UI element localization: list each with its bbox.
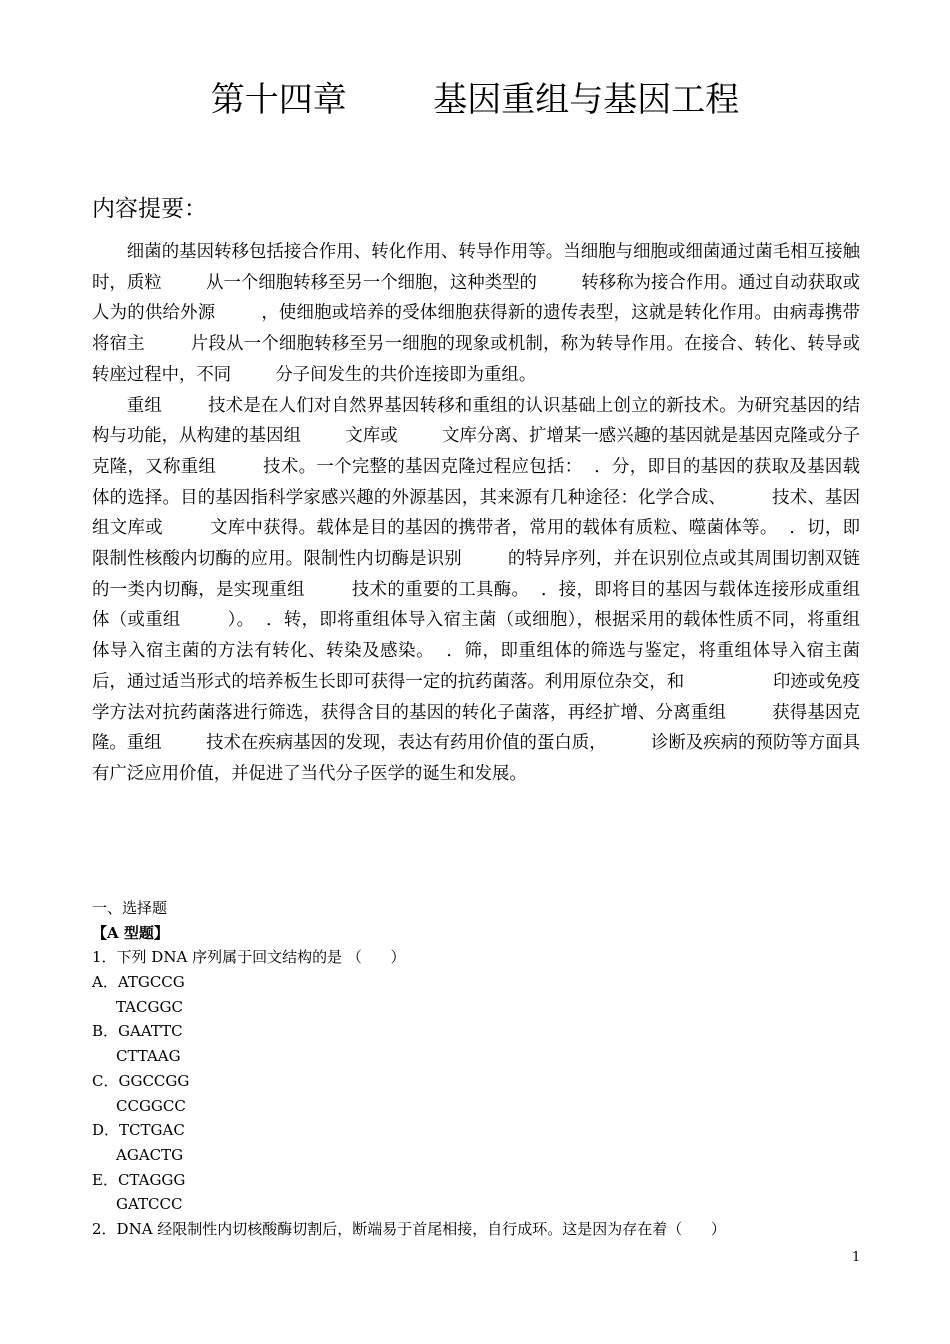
- option-c-complement: CCGGCC: [116, 1096, 186, 1115]
- question-1-stem: 1．下列 DNA 序列属于回文结构的是 （ ）: [92, 948, 406, 967]
- summary-paragraph: 细菌的基因转移包括接合作用、转化作用、转导作用等。当细胞与细胞或细菌通过菌毛相互接触时，质粒 从一个细胞转移至另一个细胞，这种类型的 转移称为接合作用。通过自动获取或人为的供给外源 ，使细胞或培养的受体细胞获得新的遗传表型，这就是转化作用。由病毒携带将宿主 片段从一个细胞转移至另一细胞的现象或机制，称为转导作用。在接合、转化、转导或转座过程中，不同 分子间发生的共价连接即为重组。: [92, 242, 860, 385]
- option-b-complement: CTTAAG: [116, 1047, 181, 1066]
- summary-text: [92, 237, 905, 790]
- page-number: 1: [852, 1250, 861, 1265]
- question-2-stem: 2．DNA 经限制性内切核酸酶切割后，断端易于首尾相接，自行成环。这是因为存在着（ ）: [92, 1219, 726, 1238]
- option-c: C．GGCCGG: [92, 1071, 190, 1090]
- summary-heading: 内容提要：: [92, 196, 207, 222]
- option-d-complement: AGACTG: [116, 1145, 184, 1164]
- option-e: E．CTAGGG: [92, 1170, 186, 1189]
- option-a-complement: TACGGC: [116, 997, 183, 1016]
- option-a: A．ATGCCG: [92, 973, 185, 992]
- question-list: [92, 896, 872, 1242]
- option-e-complement: GATCCC: [116, 1195, 183, 1214]
- question-type-label: 【A 型题】: [92, 923, 169, 942]
- option-d: D．TCTGAC: [92, 1121, 185, 1140]
- chapter-title: 第十四章 基因重组与基因工程: [210, 80, 740, 120]
- option-b: B．GAATTC: [92, 1022, 183, 1041]
- questions-section-title: 一、选择题: [92, 899, 168, 917]
- summary-paragraph: 重组 技术是在人们对自然界基因转移和重组的认识基础上创立的新技术。为研究基因的结构与功能，从构建的基因组 文库或 文库分离、扩增某一感兴趣的基因就是基因克隆或分子克隆，又称重组 技术。一个完整的基因克隆过程应包括： ．分，即目的基因的获取及基因载体的选择。目的基因指科学家感兴趣的外源基因，其来源有几种途径：化学合成、 技术、基因组文库或 文库中获得。载体是目的基因的携带者，常用的载体有质粒、噬菌体等。 ．切，即限制性核酸内切酶的应用。限制性内切酶是识别 的特异序列，并在识别位点或其周围切割双链 的一类内切酶，是实现重组 技术的重要的工具酶。 ．接，即将目的基因与载体连接形成重组体（或重组 ）。 ．转，即将重组体导入宿主菌（或细胞），根据采用的载体性质不同，将重组体导入宿主菌的方法有转化、转染及感染。 ．筛，即重组体的筛选与鉴定，将重组体导入宿主菌后，通过适当形式的培养板生长即可获得一定的抗药菌落。利用原位杂交，和 印迹或免疫学方法对抗药菌落进行筛选，获得含目的基因的转化子菌落，再经扩增、分离重组 获得基因克隆。重组 技术在疾病基因的发现，表达有药用价值的蛋白质， 诊断及疾病的预防等方面具有广泛应用价值，并促进了当代分子医学的诞生和发展。: [92, 395, 905, 784]
